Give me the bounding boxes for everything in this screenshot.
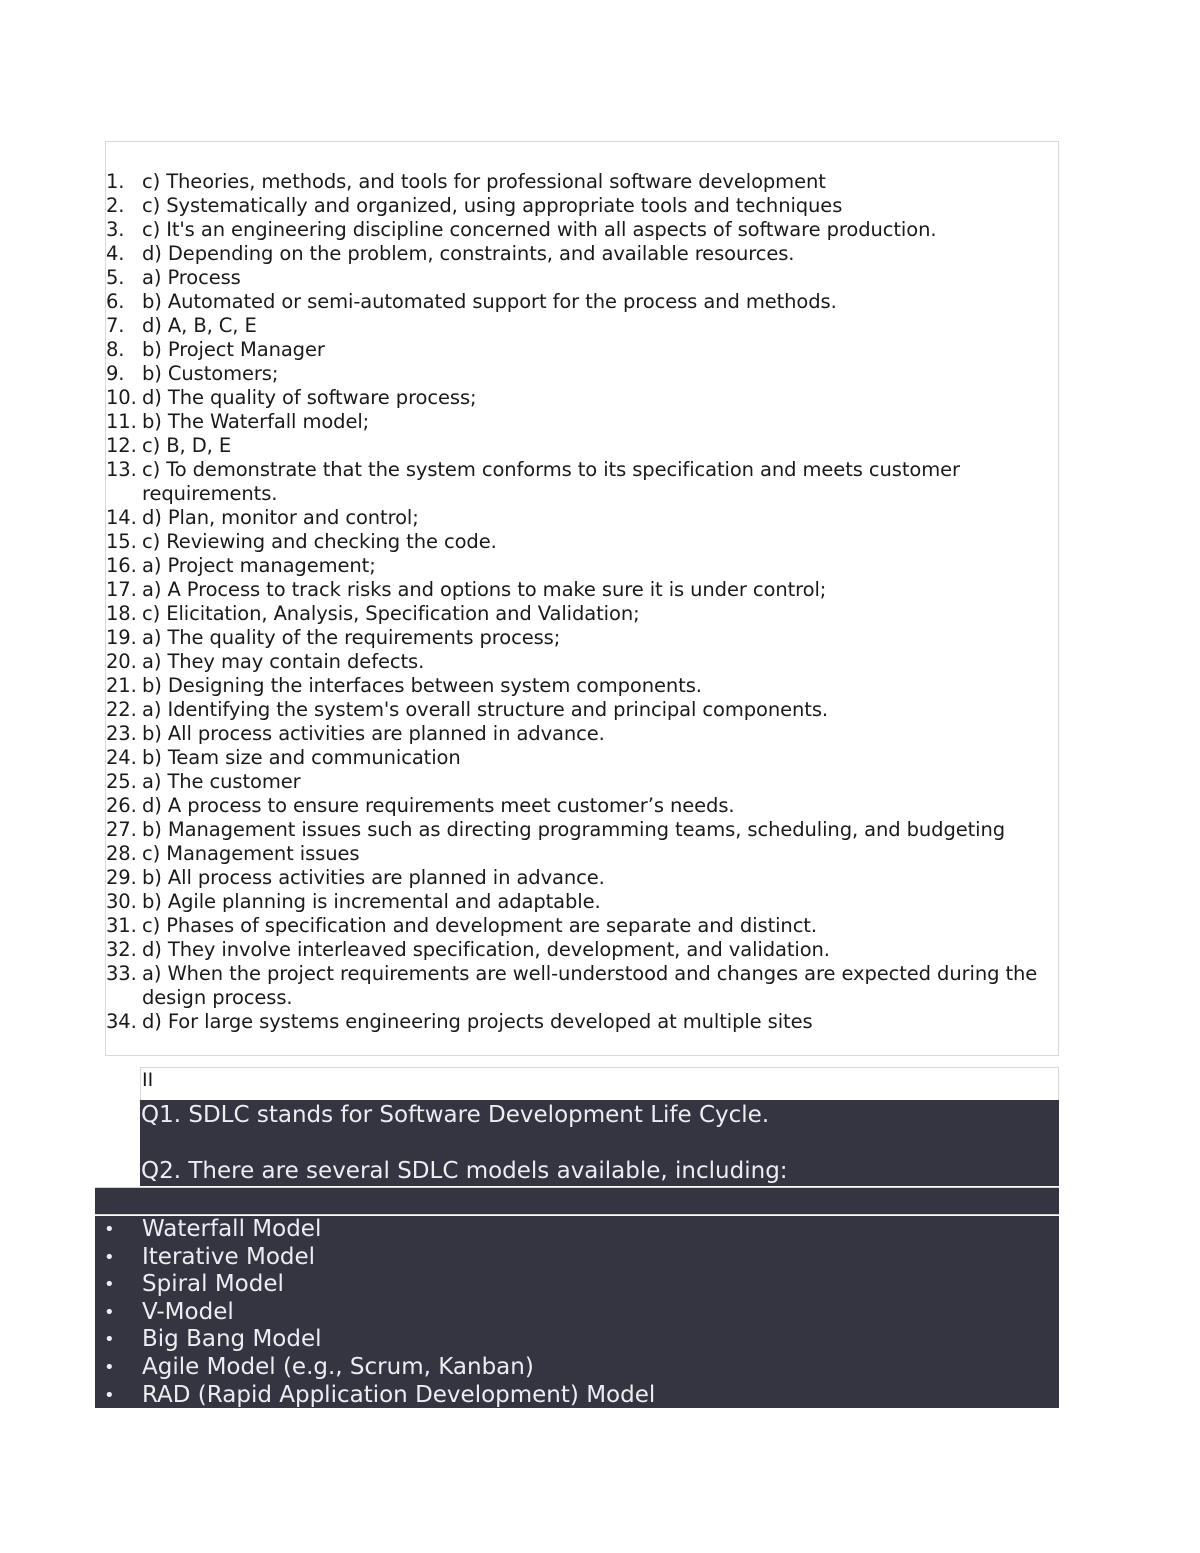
list-item xyxy=(106,698,1060,722)
models-list xyxy=(95,1216,655,1409)
item-text: b) Project Manager xyxy=(142,338,325,361)
list-item xyxy=(106,794,1060,818)
list-item xyxy=(106,602,1060,626)
item-number: 18. xyxy=(106,602,137,625)
item-text: b) Automated or semi-automated support for the process and methods. xyxy=(142,290,837,313)
item-text: d) Plan, monitor and control; xyxy=(142,506,419,529)
section-marker: II xyxy=(140,1067,1059,1100)
item-text: c) Elicitation, Analysis, Specification and Validation; xyxy=(142,602,640,625)
item-text: c) Theories, methods, and tools for professional software development xyxy=(142,170,826,193)
item-number: 20. xyxy=(106,650,137,673)
list-item xyxy=(106,890,1060,914)
item-text: c) B, D, E xyxy=(142,434,232,457)
item-text: a) Identifying the system's overall structure and principal components. xyxy=(142,698,829,721)
item-text: b) The Waterfall model; xyxy=(142,410,370,433)
list-item xyxy=(106,242,1060,266)
list-item xyxy=(95,1382,655,1410)
item-number: 1. xyxy=(106,170,125,193)
list-item xyxy=(95,1326,655,1354)
list-item xyxy=(106,914,1060,938)
item-text: c) Management issues xyxy=(142,842,360,865)
list-item xyxy=(106,434,1060,458)
item-text: c) To demonstrate that the system conforms to its specification and meets customer requirements. xyxy=(142,458,960,505)
bullet-icon: • xyxy=(104,1356,115,1378)
item-text: b) All process activities are planned in advance. xyxy=(142,722,605,745)
list-item xyxy=(106,218,1060,242)
item-text: b) Designing the interfaces between system components. xyxy=(142,674,702,697)
list-item xyxy=(95,1299,655,1327)
list-item xyxy=(106,842,1060,866)
models-block xyxy=(95,1216,1059,1408)
model-name: Agile Model (e.g., Scrum, Kanban) xyxy=(142,1353,534,1380)
list-item xyxy=(106,626,1060,650)
question-2: Q2. There are several SDLC models available, including: xyxy=(141,1158,788,1184)
model-name: Waterfall Model xyxy=(142,1216,322,1242)
list-item xyxy=(106,530,1060,554)
item-number: 25. xyxy=(106,770,137,793)
item-text: d) Depending on the problem, constraints, and available resources. xyxy=(142,242,795,265)
item-number: 3. xyxy=(106,218,125,241)
item-text: a) Process xyxy=(142,266,241,289)
item-number: 19. xyxy=(106,626,137,649)
item-text: a) Project management; xyxy=(142,554,376,577)
item-number: 21. xyxy=(106,674,137,697)
item-number: 34. xyxy=(106,1010,137,1033)
item-number: 28. xyxy=(106,842,137,865)
item-number: 13. xyxy=(106,458,137,481)
answers-box xyxy=(105,141,1059,1056)
answers-list xyxy=(106,170,1060,1034)
list-item xyxy=(95,1244,655,1272)
item-text: d) A, B, C, E xyxy=(142,314,257,337)
item-text: a) The quality of the requirements process; xyxy=(142,626,561,649)
list-item xyxy=(106,674,1060,698)
question-block xyxy=(140,1100,1059,1186)
item-number: 8. xyxy=(106,338,125,361)
list-item xyxy=(106,338,1060,362)
item-text: b) Agile planning is incremental and adaptable. xyxy=(142,890,601,913)
item-text: d) A process to ensure requirements meet customer’s needs. xyxy=(142,794,735,817)
item-number: 23. xyxy=(106,722,137,745)
item-text: b) Customers; xyxy=(142,362,279,385)
list-item xyxy=(106,386,1060,410)
model-name: Big Bang Model xyxy=(142,1326,322,1353)
list-item xyxy=(95,1216,655,1244)
list-item xyxy=(106,650,1060,674)
item-number: 16. xyxy=(106,554,137,577)
list-item xyxy=(106,866,1060,890)
list-item xyxy=(106,554,1060,578)
model-name: V-Model xyxy=(142,1298,234,1325)
item-text: b) Team size and communication xyxy=(142,746,461,769)
item-number: 5. xyxy=(106,266,125,289)
list-item xyxy=(106,938,1060,962)
item-number: 2. xyxy=(106,194,125,217)
item-number: 15. xyxy=(106,530,137,553)
list-item xyxy=(106,290,1060,314)
item-text: c) Systematically and organized, using appropriate tools and techniques xyxy=(142,194,843,217)
list-item xyxy=(95,1271,655,1299)
list-item xyxy=(106,362,1060,386)
list-item xyxy=(106,458,1060,506)
list-item xyxy=(106,506,1060,530)
list-item xyxy=(95,1354,655,1382)
divider-bar xyxy=(95,1187,1059,1215)
item-number: 9. xyxy=(106,362,125,385)
bullet-icon: • xyxy=(104,1384,115,1406)
list-item xyxy=(106,170,1060,194)
item-text: d) For large systems engineering projects developed at multiple sites xyxy=(142,1010,813,1033)
item-number: 31. xyxy=(106,914,137,937)
item-text: a) They may contain defects. xyxy=(142,650,425,673)
model-name: Spiral Model xyxy=(142,1271,284,1298)
list-item xyxy=(106,266,1060,290)
item-text: a) The customer xyxy=(142,770,301,793)
question-1: Q1. SDLC stands for Software Development Life Cycle. xyxy=(141,1102,770,1128)
item-text: d) They involve interleaved specification, development, and validation. xyxy=(142,938,830,961)
item-number: 29. xyxy=(106,866,137,889)
item-number: 30. xyxy=(106,890,137,913)
bullet-icon: • xyxy=(104,1246,115,1268)
list-item xyxy=(106,722,1060,746)
item-number: 12. xyxy=(106,434,137,457)
item-text: c) It's an engineering discipline concerned with all aspects of software production. xyxy=(142,218,937,241)
item-number: 7. xyxy=(106,314,125,337)
item-number: 4. xyxy=(106,242,125,265)
item-text: a) A Process to track risks and options to make sure it is under control; xyxy=(142,578,827,601)
list-item xyxy=(106,410,1060,434)
item-text: b) All process activities are planned in advance. xyxy=(142,866,605,889)
item-number: 32. xyxy=(106,938,137,961)
item-number: 22. xyxy=(106,698,137,721)
model-name: RAD (Rapid Application Development) Model xyxy=(142,1381,656,1408)
bullet-icon: • xyxy=(104,1301,115,1323)
list-item xyxy=(106,1010,1060,1034)
bullet-icon: • xyxy=(104,1219,115,1240)
item-number: 26. xyxy=(106,794,137,817)
bullet-icon: • xyxy=(104,1274,115,1296)
list-item xyxy=(106,746,1060,770)
item-number: 33. xyxy=(106,962,137,985)
item-number: 6. xyxy=(106,290,125,313)
list-item xyxy=(106,194,1060,218)
item-text: b) Management issues such as directing programming teams, scheduling, and budgeting xyxy=(142,818,1006,841)
item-text: d) The quality of software process; xyxy=(142,386,477,409)
item-text: a) When the project requirements are well-understood and changes are expected during the design process. xyxy=(142,962,1038,1009)
list-item xyxy=(106,962,1060,1010)
item-number: 24. xyxy=(106,746,137,769)
bullet-icon: • xyxy=(104,1329,115,1351)
item-number: 27. xyxy=(106,818,137,841)
list-item xyxy=(106,314,1060,338)
item-number: 11. xyxy=(106,410,137,433)
model-name: Iterative Model xyxy=(142,1243,316,1270)
item-text: c) Phases of specification and development are separate and distinct. xyxy=(142,914,817,937)
list-item xyxy=(106,770,1060,794)
item-text: c) Reviewing and checking the code. xyxy=(142,530,497,553)
item-number: 17. xyxy=(106,578,137,601)
item-number: 10. xyxy=(106,386,137,409)
list-item xyxy=(106,818,1060,842)
list-item xyxy=(106,578,1060,602)
item-number: 14. xyxy=(106,506,137,529)
